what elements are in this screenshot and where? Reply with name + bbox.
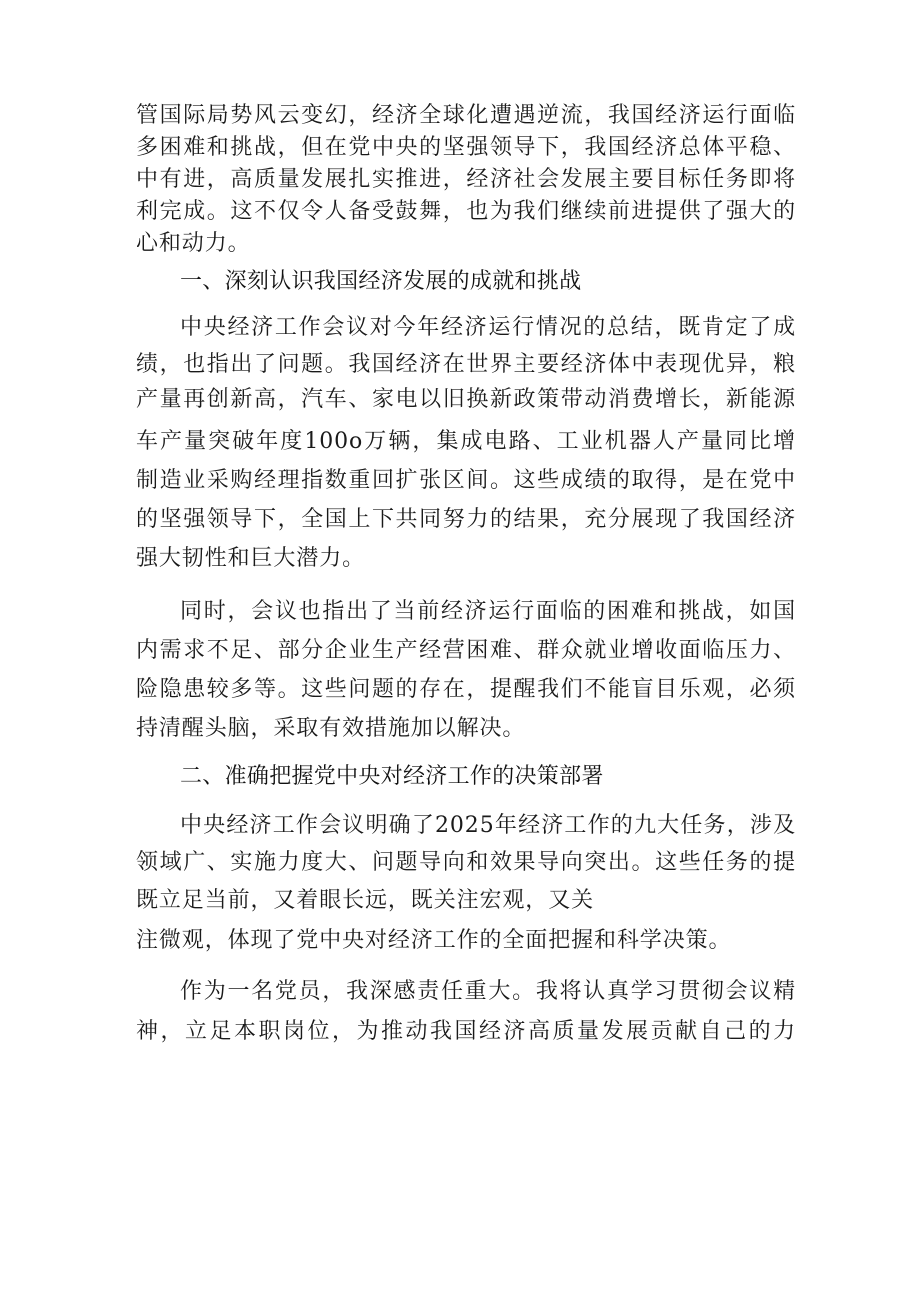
paragraph-2-line-7: 强大韧性和巨大潜力。 <box>136 546 366 571</box>
paragraph-3-line-2: 内需求不足、部分企业生产经营困难、群众就业增收面临压力、 <box>136 638 796 663</box>
section-heading-2: 二、准确把握党中央对经济工作的决策部署 <box>180 764 604 789</box>
paragraph-2-line-4: 车产量突破年度100o万辆，集成电路、工业机器人产量同比增 <box>136 429 796 454</box>
paragraph-2-line-1: 中央经济工作会议对今年经济运行情况的总结，既肯定了成 <box>180 315 796 340</box>
paragraph-4-line-1: 中央经济工作会议明确了2025年经济工作的九大任务，涉及 <box>180 813 796 838</box>
paragraph-4-line-3: 既立足当前，又着眼长远，既关注宏观，又关 <box>136 888 595 913</box>
paragraph-1-line-1: 管国际局势风云变幻，经济全球化遭遇逆流，我国经济运行面临 <box>136 103 796 128</box>
paragraph-5-line-1: 作为一名党员，我深感责任重大。我将认真学习贯彻会议精 <box>180 979 796 1004</box>
paragraph-5-line-2: 神，立足本职岗位，为推动我国经济高质量发展贡献自己的力 <box>136 1019 796 1044</box>
paragraph-1-line-5: 心和动力。 <box>136 231 251 256</box>
paragraph-3-line-4: 持清醒头脑，采取有效措施加以解决。 <box>136 716 526 741</box>
paragraph-1-line-4: 利完成。这不仅令人备受鼓舞，也为我们继续前进提供了强大的 <box>136 199 796 224</box>
section-heading-1: 一、深刻认识我国经济发展的成就和挑战 <box>180 269 582 294</box>
paragraph-2-line-6: 的坚强领导下，全国上下共同努力的结果，充分展现了我国经济 <box>136 507 796 532</box>
paragraph-3-line-1: 同时，会议也指出了当前经济运行面临的困难和挑战，如国 <box>180 599 796 624</box>
paragraph-1-line-3: 中有进，高质量发展扎实推进，经济社会发展主要目标任务即将 <box>136 167 796 192</box>
paragraph-2-line-3: 产量再创新高，汽车、家电以旧换新政策带动消费增长，新能源 <box>136 387 796 412</box>
paragraph-1-line-2: 多困难和挑战，但在党中央的坚强领导下，我国经济总体平稳、 <box>136 135 796 160</box>
paragraph-2-line-5: 制造业采购经理指数重回扩张区间。这些成绩的取得，是在党中 <box>136 468 796 493</box>
paragraph-3-line-3: 险隐患较多等。这些问题的存在，提醒我们不能盲目乐观，必须 <box>136 677 796 702</box>
paragraph-4-line-4: 注微观，体现了党中央对经济工作的全面把握和科学决策。 <box>136 928 732 953</box>
paragraph-2-line-2: 绩，也指出了问题。我国经济在世界主要经济体中表现优异，粮 <box>136 352 796 377</box>
paragraph-4-line-2: 领域广、实施力度大、问题导向和效果导向突出。这些任务的提 <box>136 850 796 875</box>
